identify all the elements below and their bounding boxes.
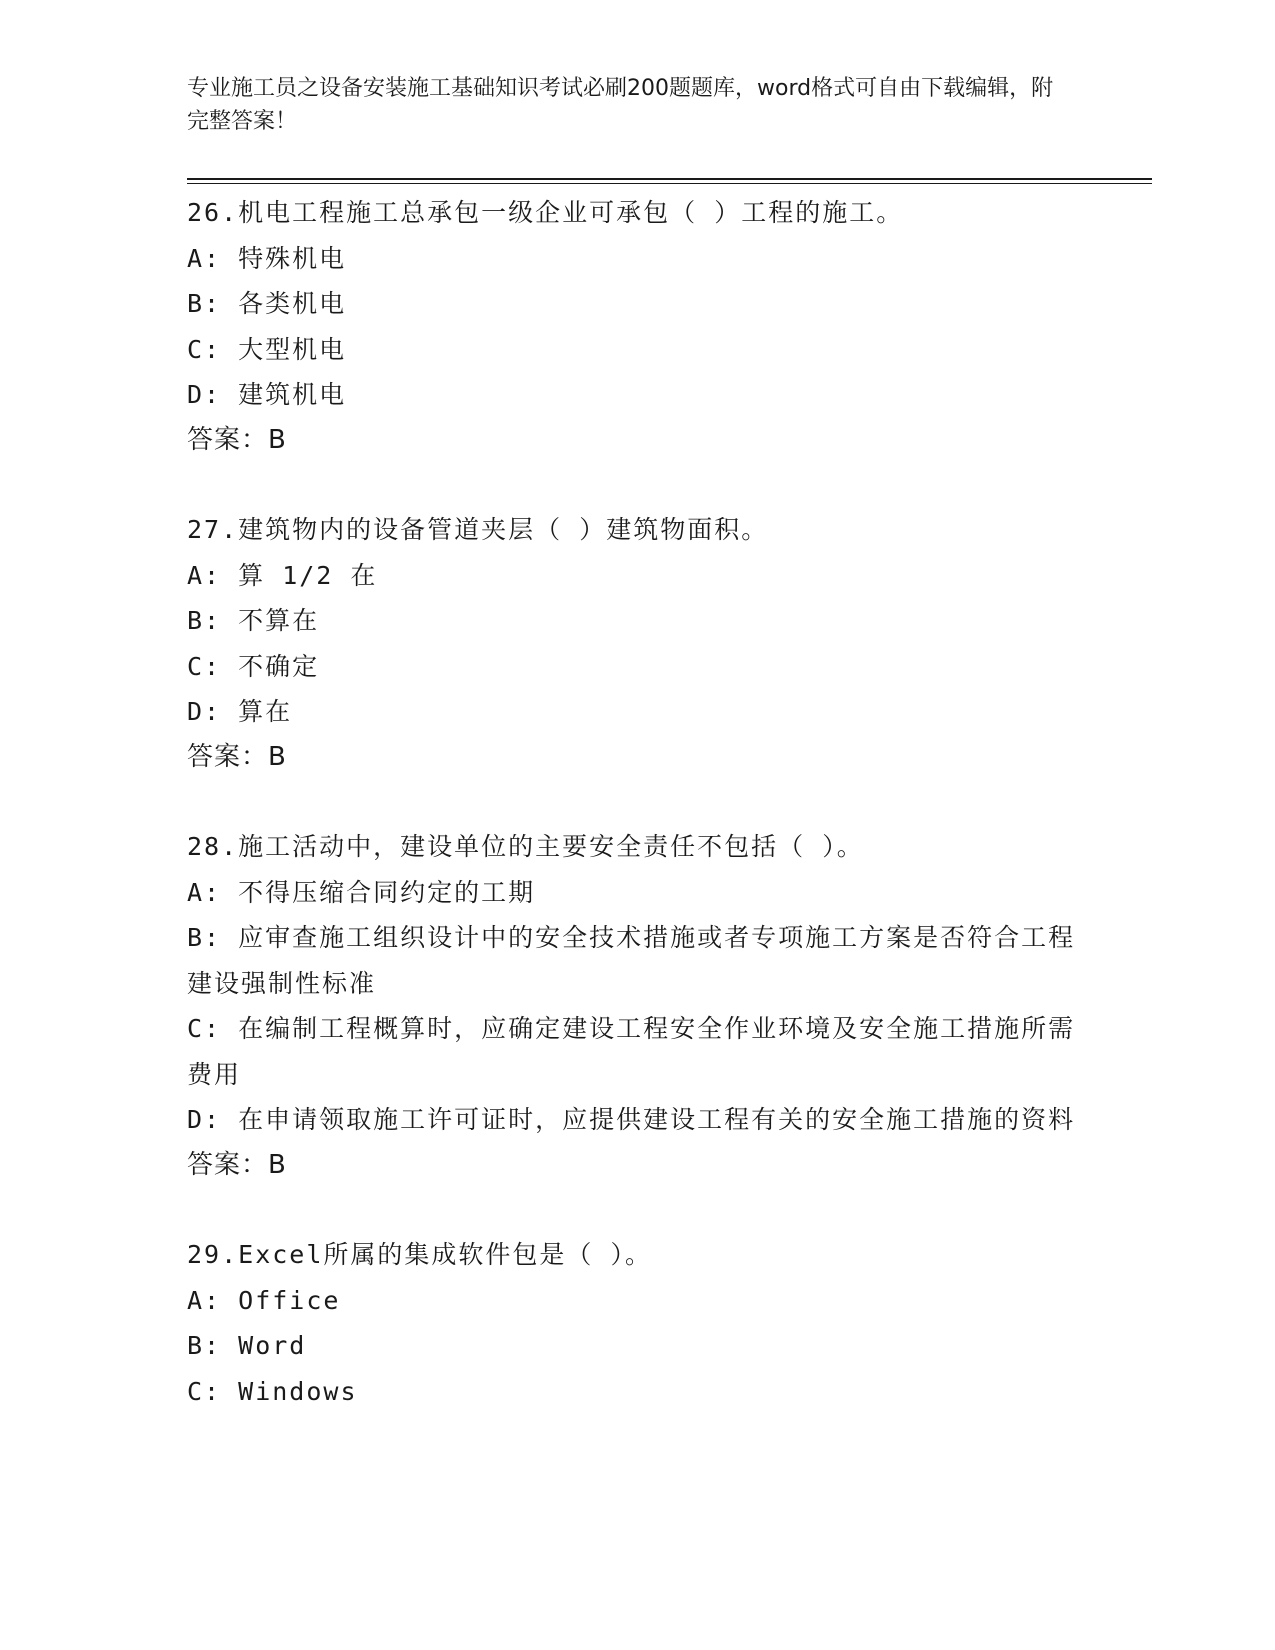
option-b: B: Word [187,1331,307,1360]
header-divider-thin [187,183,1152,184]
option-a: A: 特殊机电 [187,243,347,273]
option-c: C: 不确定 [187,651,320,681]
document-header: 专业施工员之设备安装施工基础知识考试必刷200题题库，word格式可自由下载编辑，附完整答案！ [187,76,1054,134]
option-c: C: Windows [187,1376,358,1406]
question-stem: 27.建筑物内的设备管道夹层（ ）建筑物面积。 [187,515,769,544]
option-d: D: 在申请领取施工许可证时，应提供建设工程有关的安全施工措施的资料 [187,1105,1076,1134]
option-c: C: 大型机电 [187,334,347,364]
option-d: D: 算在 [187,697,293,726]
option-a: A: 算 1/2 在 [187,560,378,590]
question-27 [187,507,1082,780]
question-29 [187,1232,1082,1414]
option-a: A: 不得压缩合同约定的工期 [187,877,536,907]
option-b: B: 各类机电 [187,289,347,318]
question-list [187,190,1082,1458]
answer: 答案：B [187,424,287,455]
question-stem: 28.施工活动中，建设单位的主要安全责任不包括（ ）。 [187,832,864,861]
header-divider-thick [187,178,1152,180]
question-stem: 26.机电工程施工总承包一级企业可承包（ ）工程的施工。 [187,198,904,227]
answer: 答案：B [187,741,287,772]
option-b: B: 应审查施工组织设计中的安全技术措施或者专项施工方案是否符合工程建设强制性标准 [187,923,1076,998]
question-26 [187,190,1082,463]
option-c: C: 在编制工程概算时，应确定建设工程安全作业环境及安全施工措施所需费用 [187,1014,1076,1089]
question-28 [187,824,1082,1188]
option-d: D: 建筑机电 [187,380,347,409]
option-a: A: Office [187,1285,341,1315]
question-stem: 29.Excel所属的集成软件包是（ ）。 [187,1240,652,1269]
option-b: B: 不算在 [187,606,320,635]
answer: 答案：B [187,1149,287,1180]
